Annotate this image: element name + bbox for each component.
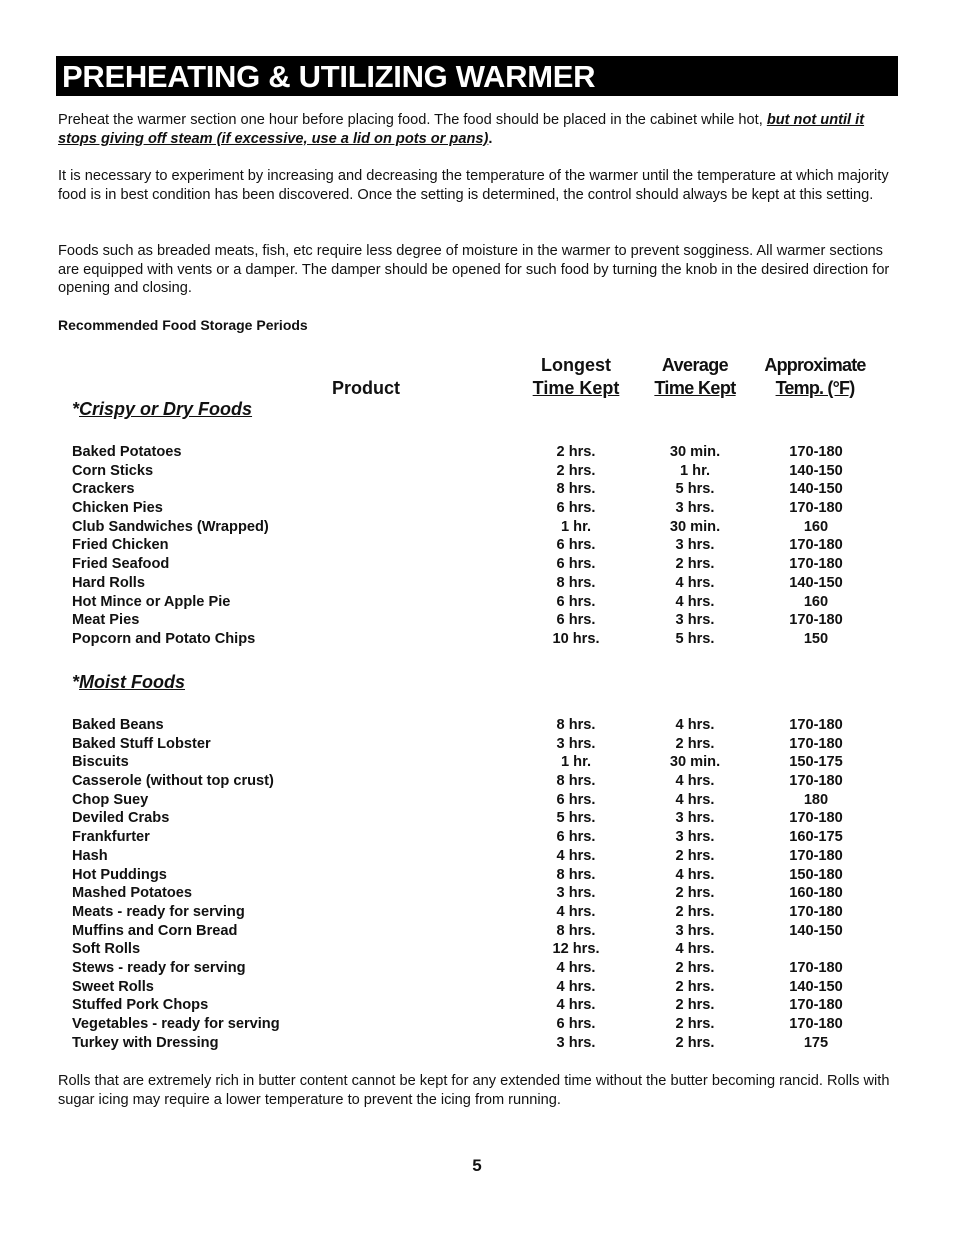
- longest-cell: 5 hrs.: [556, 810, 596, 827]
- table-row: [72, 960, 892, 979]
- table-row: [72, 736, 892, 755]
- header-temp-top: Approximate: [764, 355, 866, 375]
- average-cell: 3 hrs.: [675, 922, 715, 939]
- intro-end: .: [488, 130, 493, 147]
- table-row: [72, 997, 892, 1016]
- table-row: [72, 773, 892, 792]
- product-cell: Biscuits: [72, 754, 129, 771]
- product-cell: Hash: [72, 847, 108, 864]
- page-title: PREHEATING & UTILIZING WARMER: [56, 56, 898, 96]
- table-row: [72, 941, 892, 960]
- table-row: [72, 1035, 892, 1054]
- table-row: [72, 979, 892, 998]
- product-cell: Stews - ready for serving: [72, 959, 246, 976]
- longest-cell: 4 hrs.: [556, 959, 596, 976]
- longest-cell: 1 hr.: [560, 754, 591, 771]
- longest-cell: 6 hrs.: [556, 593, 596, 610]
- product-cell: Chop Suey: [72, 791, 149, 808]
- table-row: [72, 575, 892, 594]
- table-row: [72, 519, 892, 538]
- temp-cell: 180: [803, 791, 829, 808]
- temp-cell: 170-180: [789, 556, 843, 573]
- temp-cell: 140-150: [789, 574, 843, 591]
- longest-cell: 8 hrs.: [556, 574, 596, 591]
- table-row: [72, 556, 892, 575]
- temp-cell: 170-180: [789, 773, 843, 790]
- longest-cell: 6 hrs.: [556, 556, 596, 573]
- crispy-table: [72, 444, 892, 650]
- longest-cell: 3 hrs.: [556, 1034, 596, 1051]
- longest-cell: 6 hrs.: [556, 829, 596, 846]
- average-cell: 2 hrs.: [675, 1016, 715, 1032]
- average-cell: 2 hrs.: [675, 997, 715, 1014]
- longest-cell: 8 hrs.: [556, 922, 596, 939]
- average-cell: 4 hrs.: [675, 791, 715, 808]
- header-average-bottom: Time Kept: [654, 378, 736, 398]
- average-cell: 2 hrs.: [675, 978, 715, 995]
- average-cell: 2 hrs.: [675, 903, 715, 920]
- longest-cell: 2 hrs.: [556, 444, 596, 460]
- temp-cell: 170-180: [789, 997, 843, 1014]
- average-cell: 3 hrs.: [675, 612, 715, 629]
- header-temp: [750, 354, 880, 400]
- table-row: [72, 848, 892, 867]
- temp-cell: 170-180: [789, 444, 843, 460]
- longest-cell: 6 hrs.: [556, 1016, 596, 1032]
- longest-cell: 4 hrs.: [556, 978, 596, 995]
- average-cell: 5 hrs.: [675, 630, 715, 647]
- average-cell: 3 hrs.: [675, 500, 715, 517]
- temp-cell: 170-180: [789, 1016, 843, 1032]
- section-moist: [72, 672, 185, 693]
- longest-cell: 12 hrs.: [552, 941, 600, 958]
- average-cell: 30 min.: [669, 444, 721, 460]
- product-cell: Frankfurter: [72, 829, 150, 846]
- table-row: [72, 904, 892, 923]
- product-cell: Mashed Potatoes: [72, 885, 193, 902]
- temp-cell: 170-180: [789, 717, 843, 733]
- average-cell: 2 hrs.: [675, 1034, 715, 1051]
- average-cell: 3 hrs.: [675, 537, 715, 554]
- temp-cell: 170-180: [789, 810, 843, 827]
- average-cell: 4 hrs.: [675, 941, 715, 958]
- moisture-paragraph: Foods such as breaded meats, fish, etc require less degree of moisture in the warmer to prevent sogginess. All warmer sections are equipped with vents or a damper. The damper should be opened for such food by turning the knob in the desired direction for opening and closing.: [58, 243, 890, 297]
- longest-cell: 4 hrs.: [556, 997, 596, 1014]
- average-cell: 2 hrs.: [675, 556, 715, 573]
- average-cell: 4 hrs.: [675, 574, 715, 591]
- temp-cell: 170-180: [789, 735, 843, 752]
- page-number: 5: [472, 1156, 482, 1175]
- temp-cell: 160: [803, 593, 829, 610]
- average-cell: 2 hrs.: [675, 847, 715, 864]
- header-temp-bottom: Temp. (°F): [775, 378, 855, 398]
- temp-cell: 150: [803, 630, 829, 647]
- section-moist-star: *: [72, 672, 80, 692]
- product-cell: Popcorn and Potato Chips: [72, 630, 256, 647]
- product-cell: Deviled Crabs: [72, 810, 170, 827]
- product-cell: Club Sandwiches (Wrapped): [72, 518, 269, 535]
- table-row: [72, 444, 892, 463]
- header-longest-bottom: Time Kept: [532, 378, 620, 398]
- intro-paragraph: [58, 111, 898, 148]
- product-cell: Crackers: [72, 481, 135, 498]
- longest-cell: 3 hrs.: [556, 735, 596, 752]
- temp-cell: 140-150: [789, 462, 843, 479]
- table-row: [72, 885, 892, 904]
- table-row: [72, 481, 892, 500]
- average-cell: 4 hrs.: [675, 866, 715, 883]
- product-cell: Fried Seafood: [72, 556, 170, 573]
- temp-cell: 170-180: [789, 959, 843, 976]
- product-cell: Baked Stuff Lobster: [72, 735, 211, 752]
- product-cell: Casserole (without top crust): [72, 773, 274, 790]
- section-moist-title: Moist Foods: [79, 672, 186, 692]
- header-average-top: Average: [661, 355, 729, 375]
- longest-cell: 6 hrs.: [556, 537, 596, 554]
- average-cell: 1 hr.: [679, 462, 710, 479]
- longest-cell: 3 hrs.: [556, 885, 596, 902]
- table-row: [72, 923, 892, 942]
- temp-cell: 170-180: [789, 500, 843, 517]
- moist-table: [72, 717, 892, 1053]
- storage-subheading: Recommended Food Storage Periods: [58, 317, 308, 333]
- table-row: [72, 631, 892, 650]
- footer-note: Rolls that are extremely rich in butter content cannot be kept for any extended time without the butter becoming rancid. Rolls with sugar icing may require a lower temperature to prevent the icing from running.: [58, 1073, 890, 1108]
- longest-cell: 6 hrs.: [556, 791, 596, 808]
- product-cell: Stuffed Pork Chops: [72, 997, 209, 1014]
- average-cell: 2 hrs.: [675, 735, 715, 752]
- average-cell: 3 hrs.: [675, 829, 715, 846]
- longest-cell: 2 hrs.: [556, 462, 596, 479]
- experiment-paragraph: It is necessary to experiment by increasing and decreasing the temperature of the warmer until the temperature at which majority food is in best condition has been discovered. Once the setting is determined, the control should always be kept at this setting.: [58, 168, 889, 203]
- temp-cell: 170-180: [789, 903, 843, 920]
- average-cell: 2 hrs.: [675, 959, 715, 976]
- table-row: [72, 829, 892, 848]
- average-cell: 3 hrs.: [675, 810, 715, 827]
- temp-cell: 170-180: [789, 537, 843, 554]
- product-cell: Vegetables - ready for serving: [72, 1016, 280, 1032]
- table-row: [72, 717, 892, 736]
- temp-cell: 175: [803, 1034, 829, 1051]
- section-crispy-star: *: [72, 399, 80, 419]
- longest-cell: 10 hrs.: [552, 630, 600, 647]
- average-cell: 30 min.: [669, 518, 721, 535]
- product-cell: Sweet Rolls: [72, 978, 154, 995]
- longest-cell: 6 hrs.: [556, 500, 596, 517]
- average-cell: 4 hrs.: [675, 773, 715, 790]
- table-row: [72, 867, 892, 886]
- product-cell: Hot Mince or Apple Pie: [72, 593, 231, 610]
- product-cell: Muffins and Corn Bread: [72, 922, 238, 939]
- longest-cell: 8 hrs.: [556, 866, 596, 883]
- average-cell: 4 hrs.: [675, 717, 715, 733]
- table-row: [72, 500, 892, 519]
- longest-cell: 8 hrs.: [556, 481, 596, 498]
- product-cell: Hard Rolls: [72, 574, 145, 591]
- temp-cell: 170-180: [789, 847, 843, 864]
- table-row: [72, 594, 892, 613]
- temp-cell: 140-150: [789, 481, 843, 498]
- temp-cell: 160-180: [789, 885, 843, 902]
- section-crispy: [72, 399, 252, 420]
- product-cell: Baked Beans: [72, 717, 164, 733]
- average-cell: 4 hrs.: [675, 593, 715, 610]
- table-row: [72, 1016, 892, 1035]
- table-row: [72, 754, 892, 773]
- product-cell: Corn Sticks: [72, 462, 154, 479]
- product-cell: Baked Potatoes: [72, 444, 182, 460]
- table-row: [72, 537, 892, 556]
- temp-cell: 160-175: [789, 829, 843, 846]
- product-cell: Turkey with Dressing: [72, 1034, 219, 1051]
- longest-cell: 6 hrs.: [556, 612, 596, 629]
- table-row: [72, 810, 892, 829]
- longest-cell: 4 hrs.: [556, 903, 596, 920]
- product-cell: Meats - ready for serving: [72, 903, 245, 920]
- temp-cell: 160: [803, 518, 829, 535]
- product-cell: Fried Chicken: [72, 537, 169, 554]
- table-row: [72, 463, 892, 482]
- section-crispy-title: Crispy or Dry Foods: [79, 399, 253, 419]
- longest-cell: 8 hrs.: [556, 717, 596, 733]
- product-cell: Chicken Pies: [72, 500, 163, 517]
- product-cell: Meat Pies: [72, 612, 140, 629]
- header-longest-top: Longest: [541, 355, 611, 375]
- longest-cell: 8 hrs.: [556, 773, 596, 790]
- temp-cell: 170-180: [789, 612, 843, 629]
- average-cell: 5 hrs.: [675, 481, 715, 498]
- product-cell: Hot Puddings: [72, 866, 167, 883]
- temp-cell: 150-175: [789, 754, 843, 771]
- intro-emphasis: but not until it stops giving off steam (if excessive, use a lid on pots or pans): [58, 112, 865, 147]
- table-row: [72, 612, 892, 631]
- product-cell: Soft Rolls: [72, 941, 141, 958]
- average-cell: 2 hrs.: [675, 885, 715, 902]
- table-row: [72, 792, 892, 811]
- longest-cell: 1 hr.: [560, 518, 591, 535]
- temp-cell: 140-150: [789, 922, 843, 939]
- longest-cell: 4 hrs.: [556, 847, 596, 864]
- intro-text: Preheat the warmer section one hour before placing food. The food should be placed in the cabinet while hot,: [58, 112, 767, 128]
- header-product: Product: [331, 378, 400, 398]
- header-longest: [516, 354, 636, 400]
- average-cell: 30 min.: [669, 754, 721, 771]
- temp-cell: 140-150: [789, 978, 843, 995]
- header-average: [635, 354, 755, 400]
- temp-cell: 150-180: [789, 866, 843, 883]
